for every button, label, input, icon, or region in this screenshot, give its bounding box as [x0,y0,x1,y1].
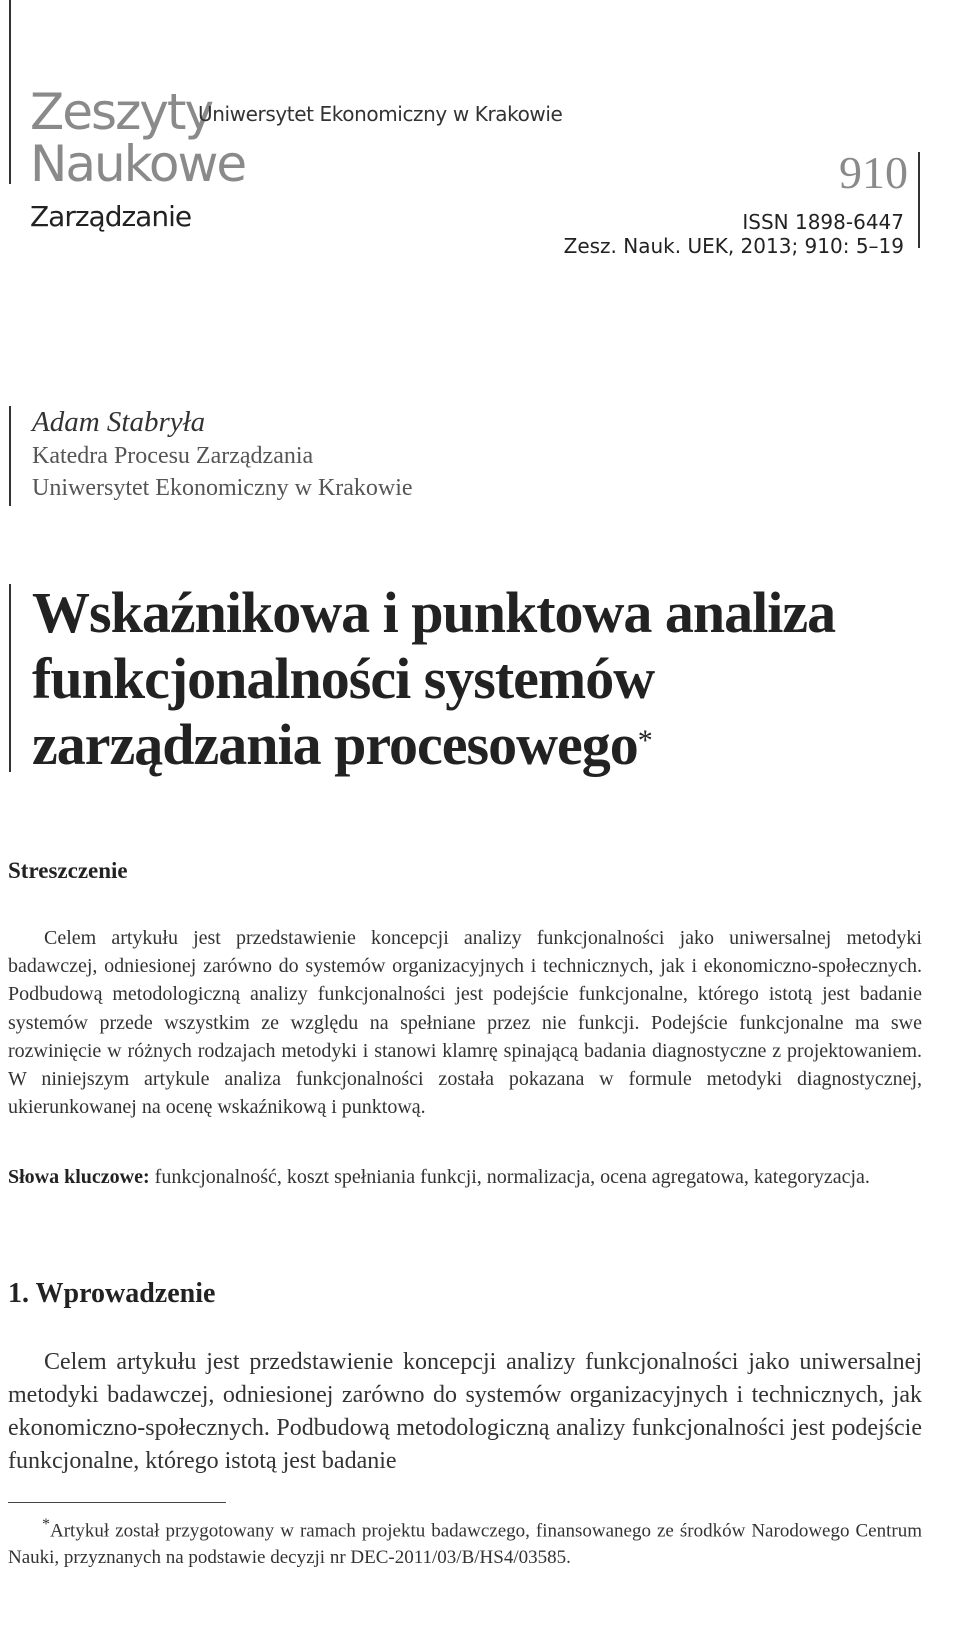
journal-name-line2: Naukowe [30,135,246,193]
abstract-text: Celem artykułu jest przedstawienie koncepcji analizy funkcjonalności jako uniwersalnej metodyki badawczej, odniesionej zarówno do systemów organizacyjnych i technicznych, jak i ekonomiczno-społecznych. Podbudową metodologiczną analizy funkcjonalności jest podejście funkcjonalne, którego istotą jest badanie systemów przede wszystkim ze względu na spełniane przez nie funkcji. Podejście funkcjonalne ma swe rozwinięcie w różnych rodzajach metodyki i stanowi klamrę spinającą badania diagnostyczne z projektowaniem. W niniejszym artykule analiza funkcjonalności została pokazana w formule metodyki diagnostycznej, ukierunkowanej na ocenę wskaźnikową i punktową. [8,927,922,1119]
author-university: Uniwersytet Ekonomiczny w Krakowie [32,475,413,501]
footnote-rule [8,1502,226,1503]
header-right-rule [918,152,920,248]
journal-series: Zarządzanie [30,200,192,233]
issn: ISSN 1898-6447 [742,210,904,234]
journal-university: Uniwersytet Ekonomiczny w Krakowie [198,102,563,126]
article-title-text: Wskaźnikowa i punktowa analiza funkcjonalności systemów zarządzania procesowego [32,580,836,777]
footnote [8,1511,922,1571]
article-title [32,580,932,778]
keywords [8,1163,922,1191]
journal-logo [30,83,590,193]
issue-number: 910 [839,147,908,198]
journal-name-line1: Zeszyty [30,83,213,141]
footnote-marker: * [42,1516,50,1533]
keywords-list: funkcjonalność, koszt spełniania funkcji, normalizacja, ocena agregatowa, kategoryzacja. [154,1166,870,1188]
title-footnote-marker: * [637,724,652,757]
author-block [32,404,413,504]
header-left-rule [9,0,11,184]
author-rule [9,406,11,506]
title-rule [9,584,11,772]
abstract-heading: Streszczenie [8,858,128,883]
author-department: Katedra Procesu Zarządzania [32,443,314,469]
author-name: Adam Stabryła [32,406,206,438]
keywords-label: Słowa kluczowe: [8,1166,150,1188]
section-heading: 1. Wprowadzenie [8,1278,216,1309]
section-body: Celem artykułu jest przedstawienie koncepcji analizy funkcjonalności jako uniwersalnej metodyki badawczej, odniesionej zarówno do systemów organizacyjnych i technicznych, jak ekonomiczno-społecznych. Podbudową metodologiczną analizy funkcjonalności jest podejście funkcjonalne, którego istotą jest badanie [8,1349,922,1474]
footnote-text: Artykuł został przygotowany w ramach projektu badawczego, finansowanego ze środków Narodowego Centrum Nauki, przyznanych na podstawie decyzji nr DEC-2011/03/B/HS4/03585. [8,1520,922,1569]
citation: Zesz. Nauk. UEK, 2013; 910: 5–19 [563,234,904,258]
